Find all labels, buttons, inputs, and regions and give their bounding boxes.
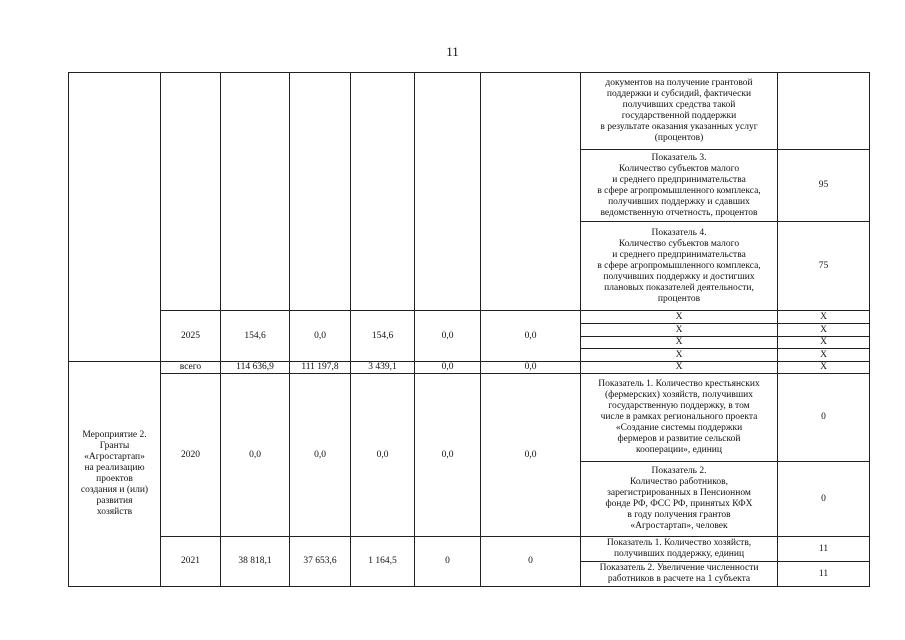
year-2020-c2: 0,0 — [351, 374, 415, 537]
year-2025-c1: 0,0 — [290, 311, 351, 362]
year-2020-c4: 0,0 — [481, 374, 581, 537]
event2-2021-indicator-2-value: 11 — [778, 562, 870, 587]
page-number: 11 — [446, 44, 459, 59]
year-2025-c4: 0,0 — [481, 311, 581, 362]
event2-2021-indicator-1: Показатель 1. Количество хозяйств, получивших поддержку, единиц — [581, 537, 778, 562]
year-2025: 2025 — [161, 311, 221, 362]
year-2025-c2: 154,6 — [351, 311, 415, 362]
year-2020-total: 0,0 — [221, 374, 290, 537]
x-mark: Х — [581, 349, 778, 362]
x-mark: Х — [581, 311, 778, 324]
continuation-row-1 — [69, 73, 870, 150]
event2-2020-indicator-2: Показатель 2. Количество работников, зарегистрированных в Пенсионном фонде РФ, ФСС РФ, принятых КФХ в году получения грантов «Агростартап», человек — [581, 462, 778, 537]
indicator-3-value: 95 — [778, 150, 870, 222]
year-2021-c2: 1 164,5 — [351, 537, 415, 587]
year-2021-c1: 37 653,6 — [290, 537, 351, 587]
event2-2020-indicator-1-value: 0 — [778, 374, 870, 462]
event2-name: Мероприятие 2. Гранты «Агростартап» на реализацию проектов создания и (или) развития хозяйств — [69, 362, 161, 587]
indicator-continuation-value — [778, 73, 870, 150]
program-table — [68, 72, 870, 587]
year-2020-c1: 0,0 — [290, 374, 351, 537]
event2-total-row — [69, 362, 870, 374]
event2-total-sum: 114 636,9 — [221, 362, 290, 374]
x-mark: Х — [778, 311, 870, 324]
x-mark: Х — [581, 362, 778, 374]
year-2020-c3: 0,0 — [415, 374, 481, 537]
x-mark: Х — [778, 349, 870, 362]
x-mark: Х — [778, 337, 870, 349]
year-2021-total: 38 818,1 — [221, 537, 290, 587]
indicator-4: Показатель 4. Количество субъектов малого и среднего предпринимательства в сфере агропромышленного комплекса, получивших поддержку и достигших плановых показателей деятельности, процентов — [581, 222, 778, 311]
year-2025-total: 154,6 — [221, 311, 290, 362]
year-2020: 2020 — [161, 374, 221, 537]
x-mark: Х — [778, 362, 870, 374]
cell-event-empty — [69, 73, 161, 362]
event2-2021-indicator-2: Показатель 2. Увеличение численности работников в расчете на 1 субъекта — [581, 562, 778, 587]
indicator-continuation: документов на получение грантовой поддержки и субсидий, фактически получивших средства такой государственной поддержки в результате оказания указанных услуг (процентов) — [581, 73, 778, 150]
event2-total-c2: 3 439,1 — [351, 362, 415, 374]
indicator-3: Показатель 3. Количество субъектов малого и среднего предпринимательства в сфере агропромышленного комплекса, получивших поддержку и сдавших ведомственную отчетность, процентов — [581, 150, 778, 222]
event2-2021-indicator-1-value: 11 — [778, 537, 870, 562]
year-2025-c3: 0,0 — [415, 311, 481, 362]
cell-year-empty — [161, 73, 221, 311]
year-2021: 2021 — [161, 537, 221, 587]
event2-total-c3: 0,0 — [415, 362, 481, 374]
x-mark: Х — [581, 324, 778, 337]
x-mark: Х — [778, 324, 870, 337]
x-mark: Х — [581, 337, 778, 349]
year-2020-row-1 — [69, 374, 870, 462]
year-2021-c4: 0 — [481, 537, 581, 587]
event2-2020-indicator-1: Показатель 1. Количество крестьянских (фермерских) хозяйств, получивших государственную поддержку, в том числе в рамках регионального проекта «Создание системы поддержки фермеров и развитие сельской кооперации», единиц — [581, 374, 778, 462]
year-2021-c3: 0 — [415, 537, 481, 587]
event2-2020-indicator-2-value: 0 — [778, 462, 870, 537]
event2-total-c1: 111 197,8 — [290, 362, 351, 374]
event2-total-c4: 0,0 — [481, 362, 581, 374]
indicator-4-value: 75 — [778, 222, 870, 311]
year-2025-row — [69, 311, 870, 324]
event2-total-label: всего — [161, 362, 221, 374]
year-2021-row-1 — [69, 537, 870, 562]
